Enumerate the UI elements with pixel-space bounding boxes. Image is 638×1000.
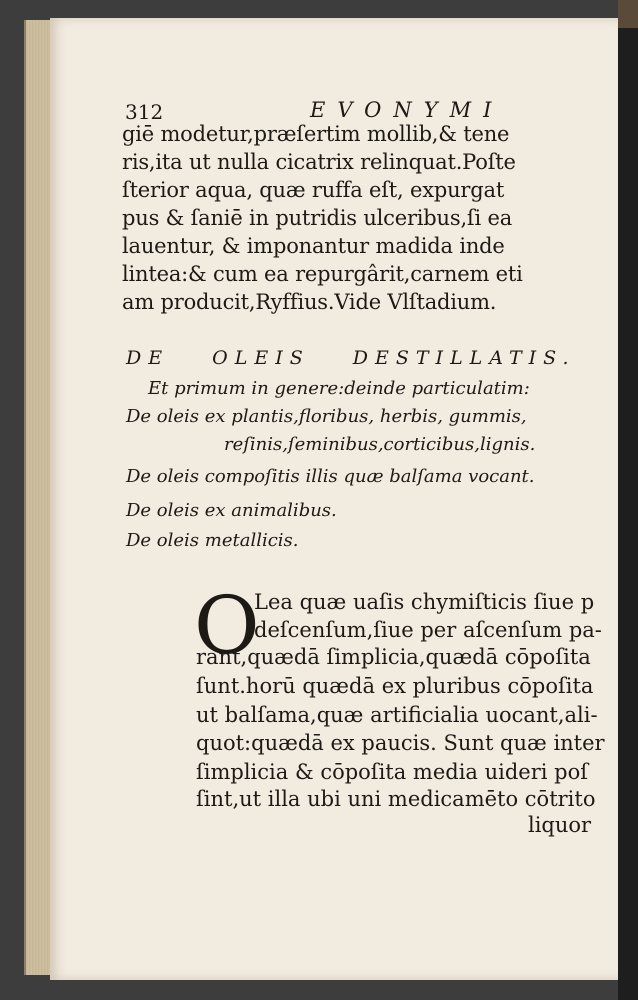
- right-dark-margin: [618, 0, 638, 1000]
- body-line: ſint,ut illa ubi uni medicamēto cōtrito: [196, 787, 596, 811]
- text-line: lintea:& cum ea repurgârit,carnem eti: [122, 262, 523, 286]
- section-title: DE OLEIS DESTILLATIS.: [126, 347, 576, 369]
- body-line: quot:quædā ex paucis. Sunt quæ inter: [196, 731, 605, 755]
- text-line: am producit,Ryffius.Vide Vlſtadium.: [122, 290, 497, 314]
- text-line: pus & ſaniē in putridis ulceribus,ſi ea: [122, 206, 513, 230]
- text-line: giē modetur,præſertim mollib,& tene: [122, 122, 510, 146]
- text-line: ris,ita ut nulla cicatrix relinquat.Poſte: [122, 150, 516, 174]
- body-line: Lea quæ uaſis chymiſticis ſiue p: [254, 590, 595, 614]
- body-line: deſcenſum,ſiue per aſcenſum pa-: [254, 618, 602, 642]
- body-line: ſunt.horū quædā ex pluribus cōpoſita: [196, 674, 594, 698]
- section-subtitle: De oleis ex plantis,floribus, herbis, gummis,: [126, 406, 527, 427]
- page-number: 312: [125, 100, 164, 124]
- text-line: lauentur, & imponantur madida inde: [122, 234, 505, 258]
- running-head: EVONYMI: [310, 98, 504, 122]
- section-subtitle: Et primum in genere:deinde particulatim:: [148, 378, 530, 399]
- section-subtitle: De oleis metallicis.: [126, 530, 299, 551]
- catchword: liquor: [528, 813, 592, 837]
- body-line: ſimplicia & cōpoſita media uideri poſ: [196, 760, 589, 784]
- section-subtitle: reſinis,ſeminibus,corticibus,lignis.: [224, 434, 536, 455]
- text-line: ſterior aqua, quæ ruffa eſt, expurgat: [122, 178, 505, 202]
- drop-cap: O: [194, 579, 260, 672]
- body-line: rant,quædā ſimplicia,quædā cōpoſita: [196, 645, 591, 669]
- body-line: ut balſama,quæ artificialia uocant,ali-: [196, 703, 598, 727]
- section-subtitle: De oleis compoſitis illis quæ balſama vocant.: [126, 466, 535, 487]
- section-subtitle: De oleis ex animalibus.: [126, 500, 337, 521]
- right-corner-tab: [618, 0, 638, 28]
